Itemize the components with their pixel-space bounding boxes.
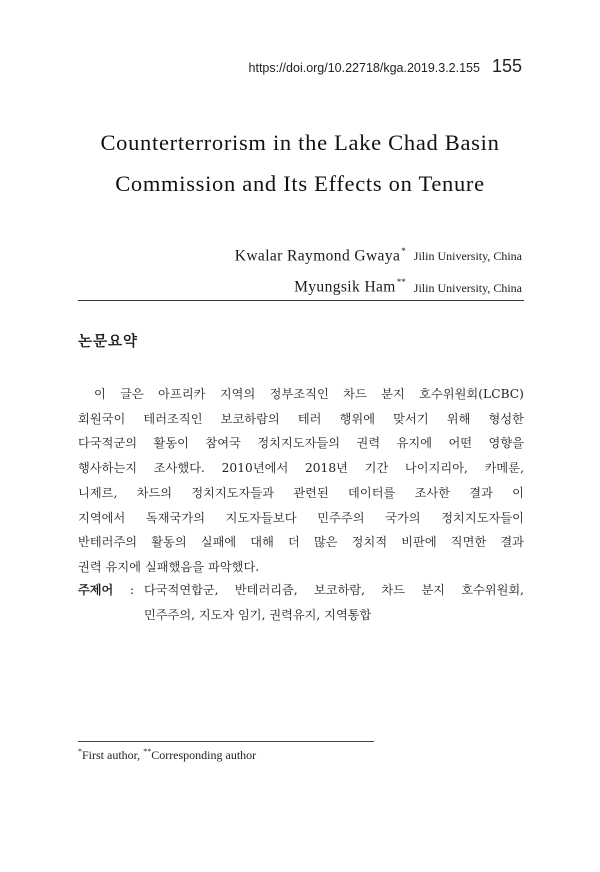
keywords-label: 주제어 [78,583,114,597]
abstract-body [78,382,524,580]
author-affiliation: Jilin University, China [413,249,522,264]
keywords-text: 민주주의, 지도자 임기, 권력유지, 지역통합 [144,607,372,622]
keywords-text: 다국적연합군, 반테러리즘, 보코하람, 차드 분지 호수위원회, [144,583,524,597]
footnote-mark: * [78,747,82,756]
keywords-row [78,578,524,603]
author-footnote-mark: ** [396,277,406,288]
footnote-mark: ** [143,747,152,756]
title-line-2: Commission and Its Effects on Tenure [115,171,485,196]
author-block [235,238,522,301]
abstract-line: 행사하는지 조사했다. 2010년에서 2018년 기간 나이지리아, 카메룬, [78,461,524,476]
doi-link[interactable]: https://doi.org/10.22718/kga.2019.3.2.155 [248,61,480,75]
author-1 [235,238,522,269]
footnote-text: Corresponding author [151,748,257,762]
abstract-line: 니제르, 차드의 정치지도자들과 관련된 데이터를 조사한 결과 이 [78,485,524,500]
header-divider [78,300,524,301]
running-header [249,56,522,77]
footnote-divider [78,741,374,742]
page-number: 155 [491,56,522,76]
author-affiliation: Jilin University, China [413,280,522,295]
abstract-line: 지역에서 독재국가의 지도자들보다 민주주의 국가의 정치지도자들이 [78,510,524,525]
abstract-heading: 논문요약 [78,334,139,350]
keywords-block [78,578,524,627]
paper-title [0,122,600,204]
author-footnote-mark: * [401,246,406,256]
abstract-line: 다국적군의 활동이 참여국 정치지도자들의 권력 유지에 어떤 영향을 [78,436,524,451]
author-name: Myungsik Ham [294,278,396,296]
title-line-1: Counterterrorism in the Lake Chad Basin [100,130,500,155]
keywords-row [78,603,524,628]
author-2 [235,269,522,300]
footnote-text: First author, [82,748,141,762]
keywords-colon: : [130,583,135,597]
abstract-line: 권력 유지에 실패했음을 파악했다. [78,559,260,574]
abstract-line: 이 글은 아프리카 지역의 정부조직인 차드 분지 호수위원회(LCBC) [94,387,524,401]
abstract-line: 회원국이 테러조직인 보코하람의 테러 행위에 맞서기 위해 형성한 [78,411,524,426]
footnote [78,747,256,763]
author-name: Kwalar Raymond Gwaya [234,247,401,265]
abstract-line: 반테러주의 활동의 실패에 대해 더 많은 정치적 비판에 직면한 결과 [78,535,524,550]
